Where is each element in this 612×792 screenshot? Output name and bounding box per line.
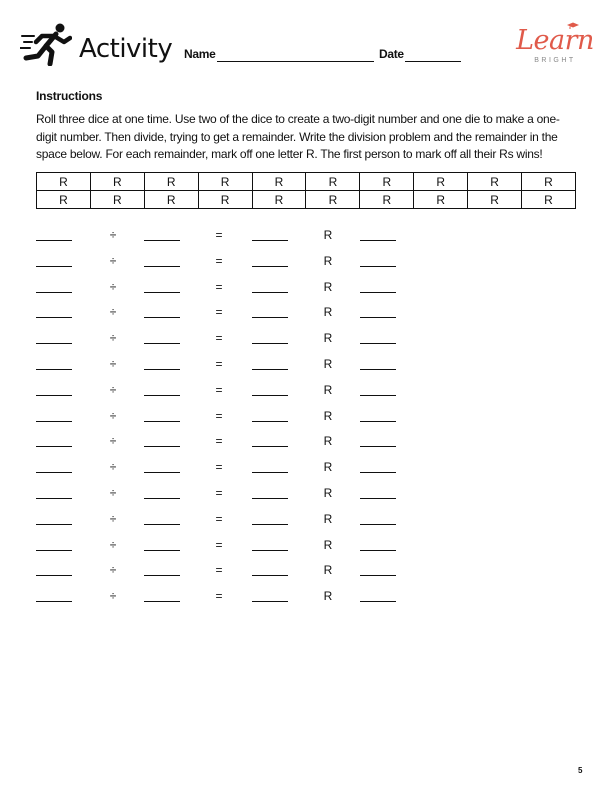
- remainder-symbol: R: [323, 563, 333, 578]
- equals-symbol: =: [215, 486, 223, 500]
- equals-symbol: =: [215, 511, 223, 526]
- equals-symbol: =: [215, 460, 223, 475]
- remainder-symbol: R: [323, 589, 333, 604]
- remainder-blank[interactable]: [360, 240, 396, 241]
- r-cell[interactable]: R: [90, 173, 144, 191]
- r-cell[interactable]: R: [90, 191, 144, 209]
- remainder-blank[interactable]: [360, 266, 396, 267]
- r-row: [37, 191, 576, 209]
- quotient-blank[interactable]: [252, 575, 288, 576]
- r-cell[interactable]: R: [144, 173, 198, 191]
- divisor-blank[interactable]: [144, 266, 180, 267]
- instructions-heading: Instructions: [36, 89, 103, 103]
- problem-row: [0, 278, 612, 298]
- divide-symbol: ÷: [109, 537, 117, 552]
- problem-row: [0, 510, 612, 530]
- problem-row: [0, 587, 612, 607]
- instructions-text: Roll three dice at one time. Use two of the dice to create a two-digit number and one die to make a one-digit number. Then divide, trying to get a remainder. Write the division problem and the remainder in the space below. For each remainder, mark off one letter R. The first person to mark off all their Rs wins!: [36, 112, 560, 161]
- remainder-blank[interactable]: [360, 421, 396, 422]
- remainder-blank[interactable]: [360, 446, 396, 447]
- remainder-symbol: R: [323, 434, 333, 449]
- dividend-blank[interactable]: [36, 395, 72, 396]
- r-cell[interactable]: R: [468, 173, 522, 191]
- dividend-blank[interactable]: [36, 446, 72, 447]
- equals-symbol: =: [215, 589, 223, 604]
- remainder-symbol: R: [323, 486, 333, 500]
- problem-row: [0, 561, 612, 581]
- quotient-blank[interactable]: [252, 266, 288, 267]
- quotient-blank[interactable]: [252, 498, 288, 499]
- divide-symbol: ÷: [109, 434, 117, 449]
- divisor-blank[interactable]: [144, 550, 180, 551]
- learn-bright-logo: [515, 26, 595, 68]
- dividend-blank[interactable]: [36, 292, 72, 293]
- quotient-blank[interactable]: [252, 421, 288, 422]
- divisor-blank[interactable]: [144, 317, 180, 318]
- divide-symbol: ÷: [109, 228, 117, 242]
- r-cell[interactable]: R: [468, 191, 522, 209]
- page-number: 5: [578, 766, 583, 775]
- divide-symbol: ÷: [109, 563, 117, 578]
- divide-symbol: ÷: [109, 382, 117, 397]
- quotient-blank[interactable]: [252, 317, 288, 318]
- equals-symbol: =: [215, 382, 223, 397]
- divide-symbol: ÷: [109, 357, 117, 371]
- date-label: Date: [379, 47, 404, 61]
- problem-row: [0, 303, 612, 323]
- divisor-blank[interactable]: [144, 421, 180, 422]
- problem-row: [0, 484, 612, 504]
- dividend-blank[interactable]: [36, 498, 72, 499]
- divisor-blank[interactable]: [144, 446, 180, 447]
- equals-symbol: =: [215, 253, 223, 268]
- remainder-blank[interactable]: [360, 369, 396, 370]
- dividend-blank[interactable]: [36, 240, 72, 241]
- equals-symbol: =: [215, 408, 223, 423]
- dividend-blank[interactable]: [36, 575, 72, 576]
- r-cell[interactable]: R: [37, 173, 91, 191]
- activity-title: Activity: [79, 34, 173, 64]
- divide-symbol: ÷: [109, 305, 117, 320]
- quotient-blank[interactable]: [252, 446, 288, 447]
- quotient-blank[interactable]: [252, 601, 288, 602]
- problem-row: [0, 252, 612, 272]
- problem-row: [0, 536, 612, 556]
- name-label: Name: [184, 47, 216, 61]
- logo-word: Learn: [516, 25, 594, 56]
- divisor-blank[interactable]: [144, 240, 180, 241]
- equals-symbol: =: [215, 563, 223, 578]
- r-scoreboard: [36, 172, 576, 209]
- remainder-blank[interactable]: [360, 550, 396, 551]
- r-cell[interactable]: R: [414, 191, 468, 209]
- remainder-blank[interactable]: [360, 498, 396, 499]
- dividend-blank[interactable]: [36, 524, 72, 525]
- divisor-blank[interactable]: [144, 575, 180, 576]
- r-cell[interactable]: R: [360, 191, 414, 209]
- remainder-symbol: R: [323, 408, 333, 423]
- equals-symbol: =: [215, 357, 223, 371]
- header: [0, 0, 612, 80]
- dividend-blank[interactable]: [36, 369, 72, 370]
- quotient-blank[interactable]: [252, 343, 288, 344]
- quotient-blank[interactable]: [252, 292, 288, 293]
- dividend-blank[interactable]: [36, 601, 72, 602]
- problem-row: [0, 432, 612, 452]
- divisor-blank[interactable]: [144, 395, 180, 396]
- divisor-blank[interactable]: [144, 472, 180, 473]
- r-cell[interactable]: R: [522, 173, 576, 191]
- remainder-symbol: R: [323, 279, 333, 294]
- divisor-blank[interactable]: [144, 601, 180, 602]
- dividend-blank[interactable]: [36, 266, 72, 267]
- equals-symbol: =: [215, 331, 223, 346]
- problem-row: [0, 355, 612, 375]
- problem-row: [0, 329, 612, 349]
- divide-symbol: ÷: [109, 511, 117, 526]
- remainder-blank[interactable]: [360, 601, 396, 602]
- remainder-blank[interactable]: [360, 317, 396, 318]
- divide-symbol: ÷: [109, 486, 117, 500]
- name-field[interactable]: [217, 61, 374, 62]
- problem-row: [0, 458, 612, 478]
- quotient-blank[interactable]: [252, 240, 288, 241]
- r-cell[interactable]: R: [414, 173, 468, 191]
- equals-symbol: =: [215, 434, 223, 449]
- divisor-blank[interactable]: [144, 343, 180, 344]
- r-cell[interactable]: R: [198, 191, 252, 209]
- remainder-symbol: R: [323, 253, 333, 268]
- dividend-blank[interactable]: [36, 343, 72, 344]
- logo-subtitle: BRIGHT: [534, 57, 576, 64]
- quotient-blank[interactable]: [252, 524, 288, 525]
- remainder-blank[interactable]: [360, 395, 396, 396]
- date-field[interactable]: [405, 61, 461, 62]
- quotient-blank[interactable]: [252, 550, 288, 551]
- r-cell[interactable]: R: [252, 173, 306, 191]
- r-cell[interactable]: R: [252, 191, 306, 209]
- remainder-symbol: R: [323, 460, 333, 475]
- r-cell[interactable]: R: [522, 191, 576, 209]
- quotient-blank[interactable]: [252, 472, 288, 473]
- equals-symbol: =: [215, 305, 223, 320]
- remainder-blank[interactable]: [360, 575, 396, 576]
- divide-symbol: ÷: [109, 279, 117, 294]
- divide-symbol: ÷: [109, 460, 117, 475]
- remainder-symbol: R: [323, 382, 333, 397]
- remainder-blank[interactable]: [360, 292, 396, 293]
- equals-symbol: =: [215, 279, 223, 294]
- remainder-symbol: R: [323, 331, 333, 346]
- remainder-symbol: R: [323, 357, 333, 371]
- r-cell[interactable]: R: [198, 173, 252, 191]
- dividend-blank[interactable]: [36, 421, 72, 422]
- quotient-blank[interactable]: [252, 369, 288, 370]
- r-cell[interactable]: R: [306, 191, 360, 209]
- divide-symbol: ÷: [109, 253, 117, 268]
- remainder-blank[interactable]: [360, 472, 396, 473]
- r-cell[interactable]: R: [37, 191, 91, 209]
- quotient-blank[interactable]: [252, 395, 288, 396]
- r-row: [37, 173, 576, 191]
- divisor-blank[interactable]: [144, 292, 180, 293]
- remainder-blank[interactable]: [360, 524, 396, 525]
- running-person-icon: [20, 22, 72, 66]
- problem-row: [0, 407, 612, 427]
- dividend-blank[interactable]: [36, 472, 72, 473]
- remainder-symbol: R: [323, 305, 333, 320]
- problem-row: [0, 381, 612, 401]
- r-cell[interactable]: R: [144, 191, 198, 209]
- divide-symbol: ÷: [109, 408, 117, 423]
- remainder-symbol: R: [323, 228, 333, 242]
- divisor-blank[interactable]: [144, 369, 180, 370]
- r-cell[interactable]: R: [306, 173, 360, 191]
- problem-row: [0, 226, 612, 246]
- remainder-blank[interactable]: [360, 343, 396, 344]
- remainder-symbol: R: [323, 537, 333, 552]
- dividend-blank[interactable]: [36, 550, 72, 551]
- equals-symbol: =: [215, 537, 223, 552]
- divide-symbol: ÷: [109, 589, 117, 604]
- remainder-symbol: R: [323, 511, 333, 526]
- divisor-blank[interactable]: [144, 498, 180, 499]
- dividend-blank[interactable]: [36, 317, 72, 318]
- divisor-blank[interactable]: [144, 524, 180, 525]
- divide-symbol: ÷: [109, 331, 117, 346]
- r-cell[interactable]: R: [360, 173, 414, 191]
- equals-symbol: =: [215, 228, 223, 242]
